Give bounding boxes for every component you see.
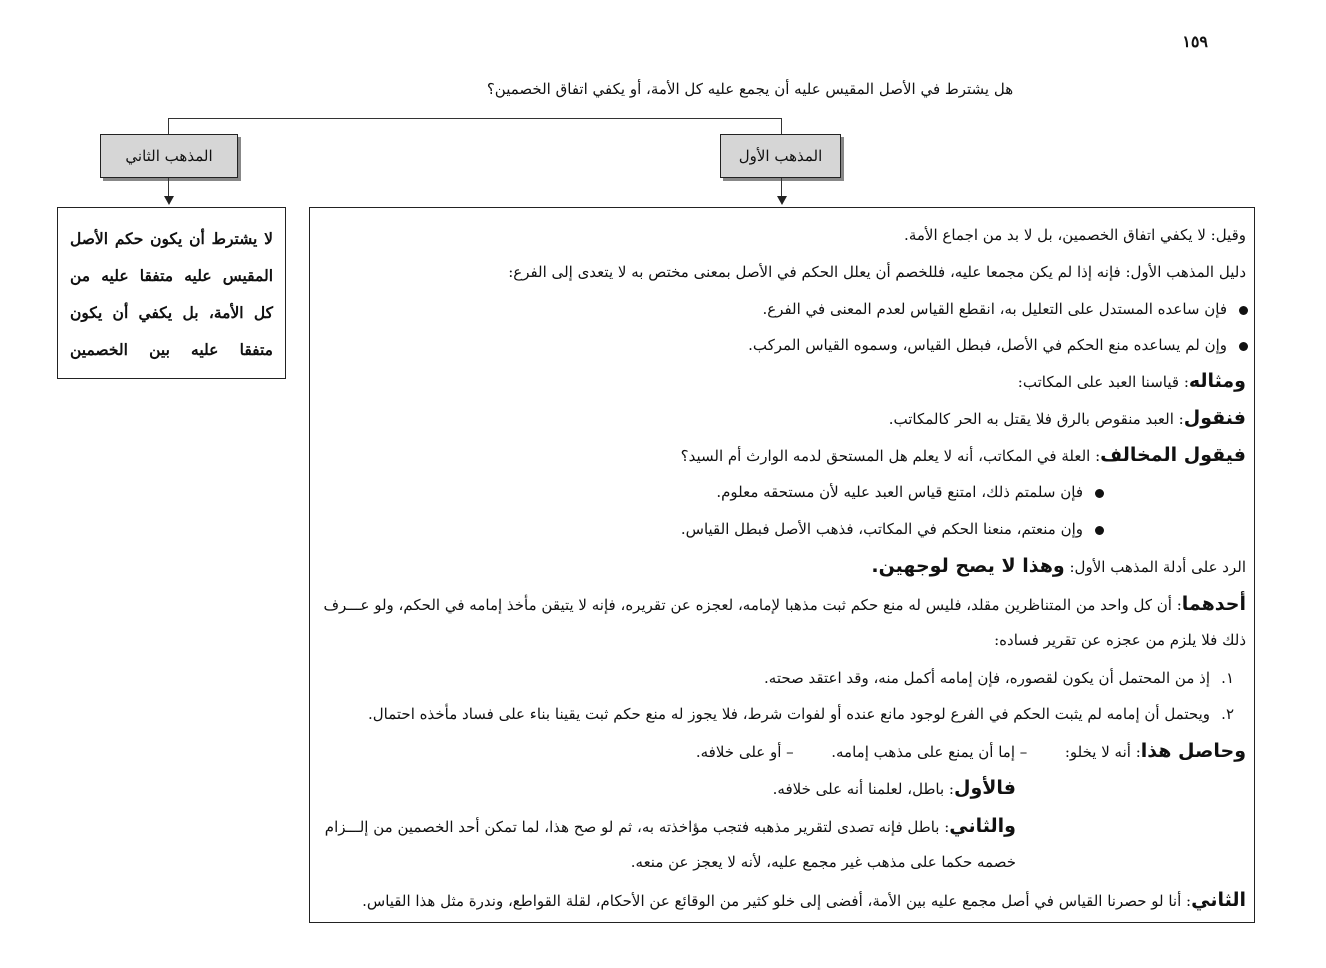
bullet-icon: [1095, 489, 1104, 498]
connector-horizontal: [168, 118, 781, 119]
line-18: خصمه حكما على مذهب غير مجمع عليه، لأنه لا يعجز عن منعه.: [630, 853, 1016, 871]
line-15: وحاصل هذا: أنه لا يخلو: – إما أن يمنع على مذهب إمامه. – أو على خلافه.: [695, 740, 1246, 762]
line-19: الثاني: أنا لو حصرنا القياس في أصل مجمع عليه بين الأمة، أفضى إلى خلو كثير من الوقائع عن الأحكام، لقلة القواطع، وندرة مثل هذا القياس.: [362, 889, 1246, 911]
bullet-icon: [1239, 306, 1248, 315]
line-3: فإن ساعده المستدل على التعليل به، انقطع القياس لعدم المعنى في الفرع.: [762, 297, 1248, 321]
arrow-left-shaft: [168, 178, 169, 196]
line-7: فيقول المخالف: العلة في المكاتب، أنه لا يعلم هل المستحق لدمه الوارث أم السيد؟: [680, 444, 1246, 466]
line-8: فإن سلمتم ذلك، امتنع قياس العبد عليه لأن مستحقه معلوم.: [716, 480, 1104, 504]
connector-left-down: [168, 118, 169, 134]
madhhab-first-box: المذهب الأول: [720, 134, 841, 178]
connector-right-down: [781, 118, 782, 134]
arrow-left-head: [164, 196, 174, 205]
first-opinion-box: [309, 207, 1255, 923]
line-12: ذلك فلا يلزم من عجزه عن تقرير فساده:: [994, 631, 1246, 649]
line-5: ومثاله: قياسنا العبد على المكاتب:: [1017, 370, 1246, 392]
madhhab-second-box: المذهب الثاني: [100, 134, 238, 178]
line-2: دليل المذهب الأول: فإنه إذا لم يكن مجمعا عليه، فللخصم أن يعلل الحكم في الأصل بمعنى مختص به لا يتعدى إلى الفرع:: [508, 263, 1246, 281]
question-heading: هل يشترط في الأصل المقيس عليه أن يجمع عليه كل الأمة، أو يكفي اتفاق الخصمين؟: [486, 80, 1014, 98]
line-17: والثاني: باطل فإنه تصدى لتقرير مذهبه فتجب مؤاخذته به، ثم لو صح هذا، لما تمكن أحد الخصمين من إلـــزام: [324, 815, 1016, 837]
line-13: ١.إذ من المحتمل أن يكون لقصوره، فإن إمامه أكمل منه، وقد اعتقد صحته.: [764, 669, 1234, 687]
line-4: وإن لم يساعده منع الحكم في الأصل، فبطل القياس، وسموه القياس المركب.: [748, 333, 1248, 357]
bullet-icon: [1095, 526, 1104, 535]
line-16: فالأول: باطل، لعلمنا أنه على خلافه.: [772, 777, 1016, 799]
bullet-icon: [1239, 342, 1248, 351]
line-11: أحدهما: أن كل واحد من المتناظرين مقلد، فليس له منع حكم ثبت مذهبا لإمامه، لعجزه عن تقريره، فإنه لا يتيقن مأخذ إمامه في الحكم، ولو عـــرف: [323, 593, 1246, 615]
line-10: الرد على أدلة المذهب الأول: وهذا لا يصح لوجهين.: [871, 555, 1246, 577]
second-opinion-box: لا يشترط أن يكون حكم الأصل المقيس عليه متفقا عليه من كل الأمة، بل يكفي أن يكون متفقا عليه بين الخصمين: [57, 207, 286, 379]
line-14: ٢.ويحتمل أن إمامه لم يثبت الحكم في الفرع لوجود مانع عنده أو لفوات شرط، فلا يجوز له منع حكم ثبت يقينا بناء على فساد مأخذه احتمال.: [368, 705, 1234, 723]
page-number: ١٥٩: [1182, 32, 1208, 51]
arrow-right-shaft: [781, 178, 782, 196]
line-1: وقيل: لا يكفي اتفاق الخصمين، بل لا بد من اجماع الأمة.: [904, 226, 1246, 244]
arrow-right-head: [777, 196, 787, 205]
line-6: فنقول: العبد منقوص بالرق فلا يقتل به الحر كالمكاتب.: [888, 407, 1246, 429]
line-9: وإن منعتم، منعنا الحكم في المكاتب، فذهب الأصل فبطل القياس.: [681, 517, 1104, 541]
